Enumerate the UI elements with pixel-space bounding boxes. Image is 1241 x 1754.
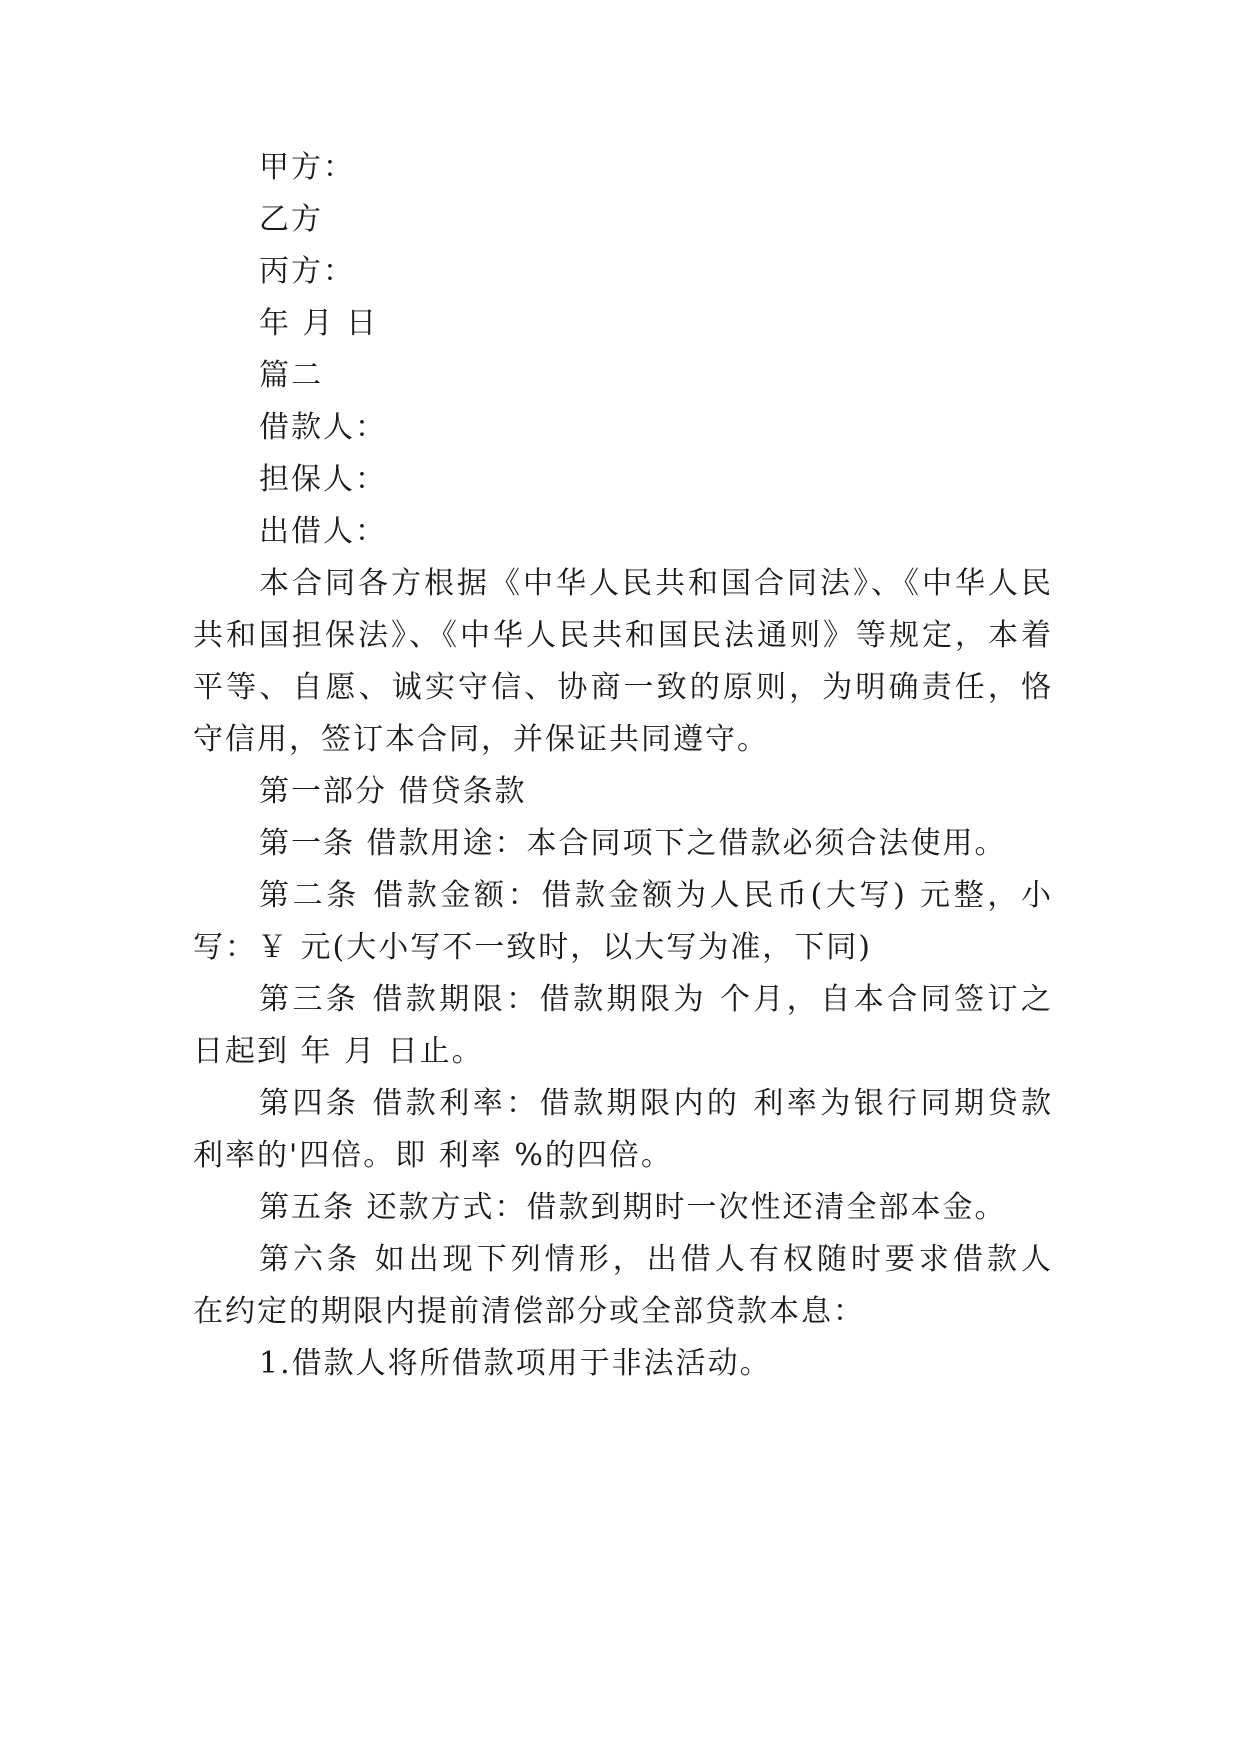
article-3-line-1: 第三条 借款期限：借款期限为 个月，自本合同签订之 — [259, 982, 1053, 1017]
section-heading-part-two: 篇二 — [259, 358, 323, 393]
article-6-line-2: 在约定的期限内提前清偿部分或全部贷款本息： — [193, 1294, 865, 1329]
article-1: 第一条 借款用途：本合同项下之借款必须合法使用。 — [259, 826, 1007, 861]
article-2-line-2: 写：￥ 元(大小写不一致时，以大写为准，下同) — [193, 930, 872, 965]
preamble-line-4: 守信用，签订本合同，并保证共同遵守。 — [193, 722, 769, 757]
article-6-item-1: 1.借款人将所借款项用于非法活动。 — [259, 1346, 772, 1381]
guarantor-line: 担保人： — [259, 462, 387, 497]
article-3-line-2: 日起到 年 月 日止。 — [193, 1034, 484, 1069]
article-6-line-1: 第六条 如出现下列情形，出借人有权随时要求借款人 — [259, 1242, 1053, 1277]
article-4-line-2: 利率的'四倍。即 利率 %的四倍。 — [193, 1138, 673, 1173]
article-5: 第五条 还款方式：借款到期时一次性还清全部本金。 — [259, 1190, 1007, 1225]
party-a-line: 甲方： — [259, 150, 355, 185]
borrower-line: 借款人： — [259, 410, 387, 445]
lender-line: 出借人： — [259, 514, 387, 549]
date-line: 年 月 日 — [259, 306, 379, 341]
party-b-line: 乙方 — [259, 202, 323, 237]
preamble-line-2: 共和国担保法》、《中华人民共和国民法通则》等规定，本着 — [193, 618, 1053, 653]
article-4-line-1: 第四条 借款利率：借款期限内的 利率为银行同期贷款 — [259, 1086, 1053, 1121]
preamble-line-3: 平等、自愿、诚实守信、协商一致的原则，为明确责任，恪 — [193, 670, 1053, 705]
part-one-heading: 第一部分 借贷条款 — [259, 774, 527, 809]
preamble-line-1: 本合同各方根据《中华人民共和国合同法》、《中华人民 — [259, 566, 1053, 601]
article-2-line-1: 第二条 借款金额：借款金额为人民币(大写) 元整，小 — [259, 878, 1053, 913]
party-c-line: 丙方： — [259, 254, 355, 289]
